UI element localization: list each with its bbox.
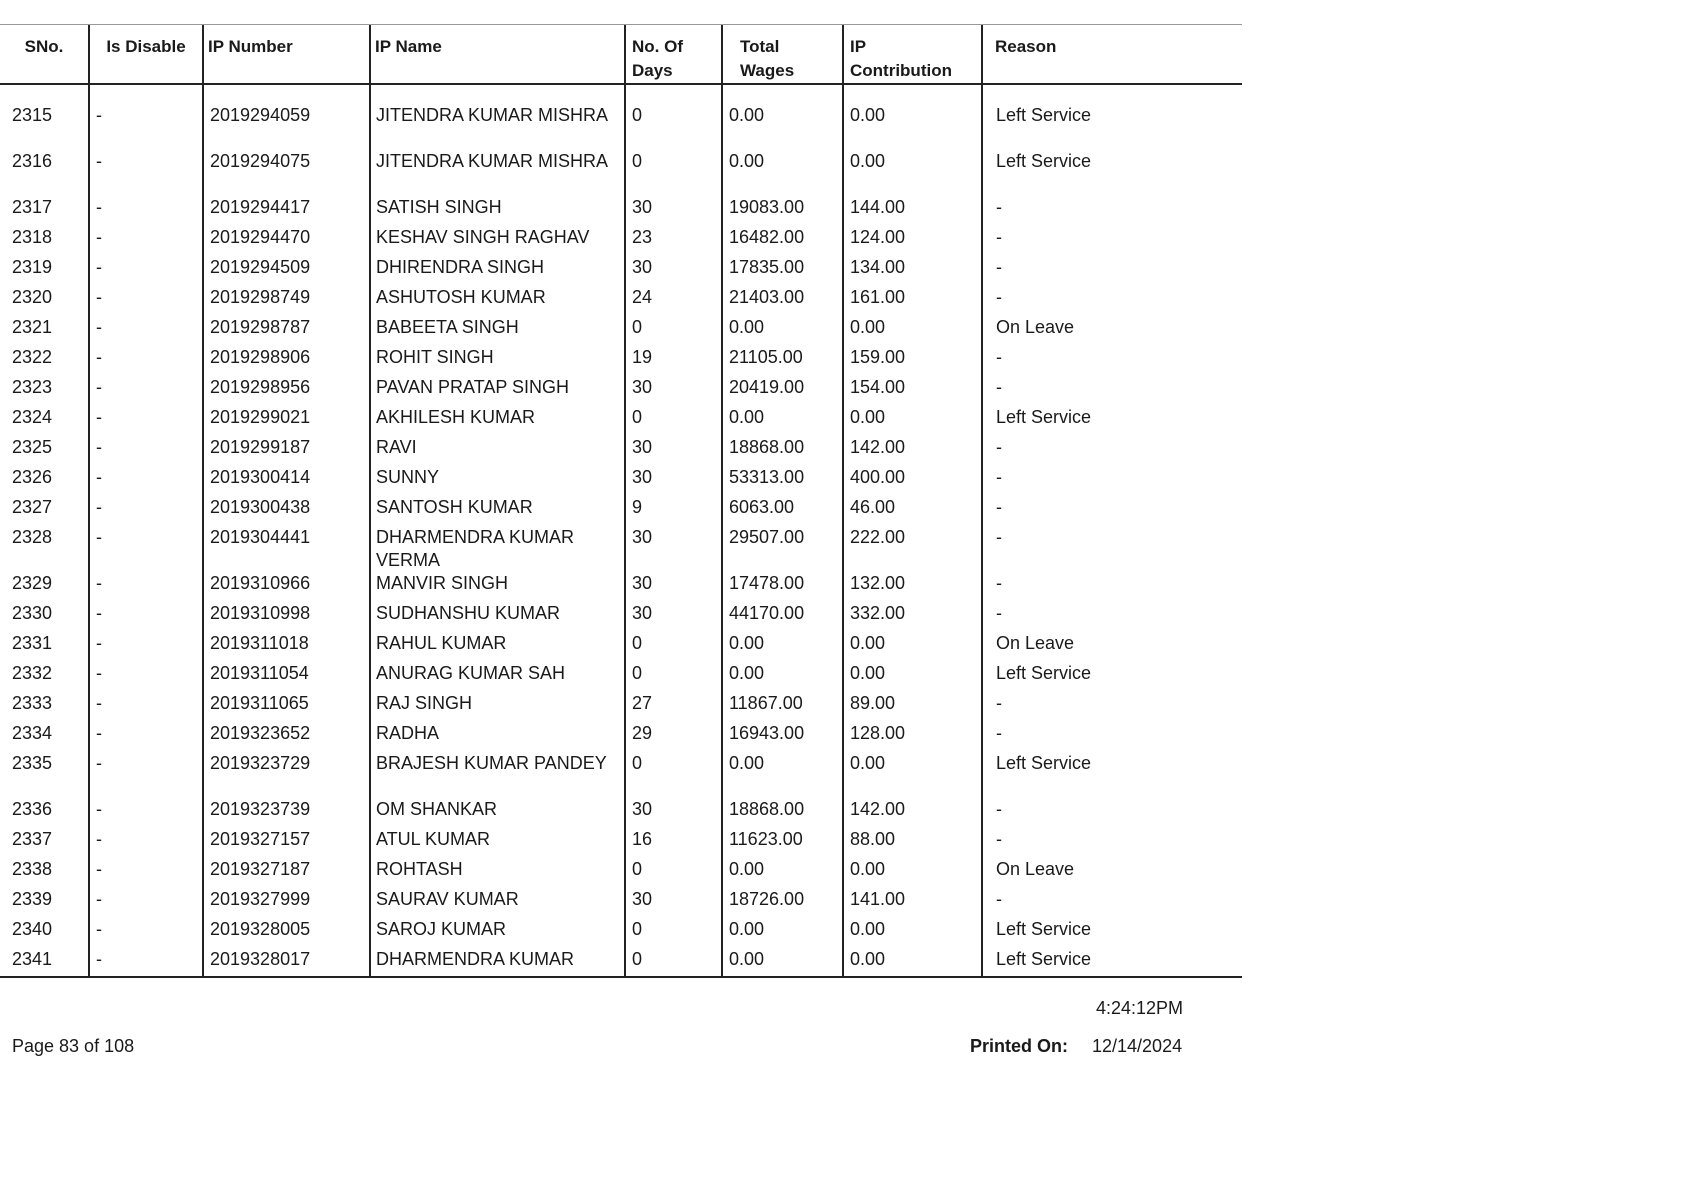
total-wages-cell: 0.00 (722, 104, 843, 150)
ip-name-cell: DHIRENDRA SINGH (370, 256, 625, 286)
sno-cell: 2334 (0, 722, 89, 752)
ip-contribution-cell: 141.00 (843, 888, 982, 918)
ip-name-cell: SUDHANSHU KUMAR (370, 602, 625, 632)
table-row (0, 722, 1242, 752)
is-disable-cell: - (89, 150, 203, 196)
total-wages-cell: 18868.00 (722, 436, 843, 466)
table-row (0, 196, 1242, 226)
total-wages-cell: 18868.00 (722, 798, 843, 828)
table-row (0, 316, 1242, 346)
days-cell: 0 (625, 406, 722, 436)
ip-number-cell: 2019294509 (203, 256, 370, 286)
table-row (0, 572, 1242, 602)
sno-cell: 2333 (0, 692, 89, 722)
total-wages-cell: 16943.00 (722, 722, 843, 752)
is-disable-cell: - (89, 798, 203, 828)
ip-contribution-cell: 161.00 (843, 286, 982, 316)
table-row (0, 226, 1242, 256)
ip-number-cell: 2019328005 (203, 918, 370, 948)
total-wages-cell: 18726.00 (722, 888, 843, 918)
table-row (0, 858, 1242, 888)
ip-contribution-cell: 132.00 (843, 572, 982, 602)
reason-cell: Left Service (996, 919, 1092, 939)
ip-number-cell: 2019298787 (203, 316, 370, 346)
is-disable-cell: - (89, 256, 203, 286)
ip-contribution-cell: 0.00 (843, 948, 982, 977)
sno-cell: 2340 (0, 918, 89, 948)
reason-cell: - (996, 227, 1002, 247)
total-wages-cell: 21403.00 (722, 286, 843, 316)
ip-contribution-cell: 0.00 (843, 316, 982, 346)
reason-cell: - (996, 573, 1002, 593)
ip-name-cell: BABEETA SINGH (370, 316, 625, 346)
ip-contribution-cell: 142.00 (843, 436, 982, 466)
total-wages-cell: 0.00 (722, 858, 843, 888)
reason-cell: Left Service (996, 105, 1092, 125)
table-row (0, 888, 1242, 918)
ip-name-cell: JITENDRA KUMAR MISHRA (370, 104, 625, 150)
reason-cell: Left Service (996, 151, 1092, 171)
ip-name-cell: SUNNY (370, 466, 625, 496)
reason-cell: - (996, 437, 1002, 457)
days-cell: 0 (625, 752, 722, 798)
ip-number-cell: 2019323729 (203, 752, 370, 798)
ip-contribution-cell: 0.00 (843, 150, 982, 196)
reason-cell: - (996, 287, 1002, 307)
is-disable-cell: - (89, 572, 203, 602)
print-date: 12/14/2024 (1092, 1036, 1183, 1056)
table-row (0, 256, 1242, 286)
ip-name-cell: MANVIR SINGH (370, 572, 625, 602)
ip-contribution-cell: 159.00 (843, 346, 982, 376)
table-row (0, 526, 1242, 572)
col-header-ip-number: IP Number (203, 24, 370, 84)
sno-cell: 2317 (0, 196, 89, 226)
is-disable-cell: - (89, 316, 203, 346)
days-cell: 30 (625, 526, 722, 572)
table-row (0, 948, 1242, 977)
ip-number-cell: 2019310966 (203, 572, 370, 602)
reason-cell: Left Service (996, 663, 1092, 683)
days-cell: 24 (625, 286, 722, 316)
ip-number-cell: 2019298906 (203, 346, 370, 376)
ip-name-cell: ROHIT SINGH (370, 346, 625, 376)
total-wages-cell: 20419.00 (722, 376, 843, 406)
table-row (0, 466, 1242, 496)
total-wages-cell: 0.00 (722, 662, 843, 692)
contribution-table (0, 24, 1242, 978)
ip-name-cell: JITENDRA KUMAR MISHRA (370, 150, 625, 196)
ip-number-cell: 2019323652 (203, 722, 370, 752)
total-wages-cell: 0.00 (722, 406, 843, 436)
is-disable-cell: - (89, 692, 203, 722)
is-disable-cell: - (89, 662, 203, 692)
is-disable-cell: - (89, 888, 203, 918)
reason-cell: - (996, 497, 1002, 517)
reason-cell: - (996, 829, 1002, 849)
reason-cell: Left Service (996, 753, 1092, 773)
sno-cell: 2338 (0, 858, 89, 888)
ip-name-cell: RAJ SINGH (370, 692, 625, 722)
ip-number-cell: 2019294075 (203, 150, 370, 196)
days-cell: 30 (625, 256, 722, 286)
total-wages-cell: 0.00 (722, 752, 843, 798)
ip-number-cell: 2019327187 (203, 858, 370, 888)
reason-cell: On Leave (996, 859, 1075, 879)
total-wages-cell: 17835.00 (722, 256, 843, 286)
is-disable-cell: - (89, 406, 203, 436)
col-header-sno: SNo. (0, 24, 89, 84)
reason-cell: - (996, 799, 1002, 819)
ip-name-cell: SANTOSH KUMAR (370, 496, 625, 526)
days-cell: 30 (625, 436, 722, 466)
reason-cell: - (996, 347, 1002, 367)
days-cell: 30 (625, 798, 722, 828)
report-table-container (0, 24, 1242, 978)
days-cell: 19 (625, 346, 722, 376)
sno-cell: 2325 (0, 436, 89, 466)
ip-name-cell: DHARMENDRA KUMAR (370, 948, 625, 977)
ip-number-cell: 2019300414 (203, 466, 370, 496)
reason-cell: Left Service (982, 948, 1242, 977)
is-disable-cell: - (89, 466, 203, 496)
is-disable-cell: - (89, 526, 203, 572)
table-row (0, 436, 1242, 466)
ip-contribution-cell: 0.00 (843, 858, 982, 888)
header-spacer-row (0, 84, 1242, 104)
days-cell: 30 (625, 572, 722, 602)
table-top-rule (0, 24, 1242, 25)
ip-number-cell: 2019327157 (203, 828, 370, 858)
ip-number-cell: 2019311065 (203, 692, 370, 722)
sno-cell: 2339 (0, 888, 89, 918)
table-row (0, 496, 1242, 526)
is-disable-cell: - (89, 752, 203, 798)
ip-contribution-cell: 0.00 (843, 104, 982, 150)
is-disable-cell: - (89, 496, 203, 526)
total-wages-cell: 53313.00 (722, 466, 843, 496)
sno-cell: 2318 (0, 226, 89, 256)
total-wages-cell: 0.00 (722, 948, 843, 977)
col-header-no-of-days: No. Of Days (625, 24, 722, 84)
sno-cell: 2341 (0, 948, 89, 977)
is-disable-cell: - (89, 602, 203, 632)
is-disable-cell: - (89, 104, 203, 150)
ip-contribution-cell: 0.00 (843, 406, 982, 436)
total-wages-cell: 16482.00 (722, 226, 843, 256)
ip-number-cell: 2019328017 (203, 948, 370, 977)
is-disable-cell: - (89, 346, 203, 376)
col-header-reason: Reason (982, 24, 1242, 84)
sno-cell: 2328 (0, 526, 89, 572)
ip-contribution-cell: 400.00 (843, 466, 982, 496)
table-row (0, 918, 1242, 948)
days-cell: 0 (625, 858, 722, 888)
ip-contribution-cell: 222.00 (843, 526, 982, 572)
ip-contribution-cell: 0.00 (843, 752, 982, 798)
total-wages-cell: 0.00 (722, 150, 843, 196)
ip-number-cell: 2019323739 (203, 798, 370, 828)
ip-name-cell: SATISH SINGH (370, 196, 625, 226)
days-cell: 29 (625, 722, 722, 752)
table-row (0, 104, 1242, 150)
ip-number-cell: 2019304441 (203, 526, 370, 572)
table-row (0, 150, 1242, 196)
table-row (0, 286, 1242, 316)
days-cell: 0 (625, 918, 722, 948)
days-cell: 0 (625, 104, 722, 150)
ip-name-cell: AKHILESH KUMAR (370, 406, 625, 436)
ip-contribution-cell: 332.00 (843, 602, 982, 632)
ip-contribution-cell: 144.00 (843, 196, 982, 226)
reason-cell: - (996, 889, 1002, 909)
reason-cell: On Leave (996, 633, 1075, 653)
sno-cell: 2320 (0, 286, 89, 316)
ip-name-cell: RAHUL KUMAR (370, 632, 625, 662)
table-row (0, 406, 1242, 436)
ip-contribution-cell: 124.00 (843, 226, 982, 256)
sno-cell: 2315 (0, 104, 89, 150)
sno-cell: 2331 (0, 632, 89, 662)
sno-cell: 2323 (0, 376, 89, 406)
days-cell: 30 (625, 196, 722, 226)
print-time: 4:24:12PM (1096, 998, 1184, 1018)
total-wages-cell: 11867.00 (722, 692, 843, 722)
ip-number-cell: 2019294470 (203, 226, 370, 256)
ip-name-cell: SAURAV KUMAR (370, 888, 625, 918)
ip-number-cell: 2019327999 (203, 888, 370, 918)
col-header-ip-contribution: IP Contribution (843, 24, 982, 84)
total-wages-cell: 19083.00 (722, 196, 843, 226)
reason-cell: - (996, 693, 1002, 713)
is-disable-cell: - (89, 858, 203, 888)
ip-name-cell: DHARMENDRA KUMAR VERMA (370, 526, 625, 572)
col-header-ip-name: IP Name (370, 24, 625, 84)
table-row (0, 602, 1242, 632)
ip-number-cell: 2019311018 (203, 632, 370, 662)
is-disable-cell: - (89, 918, 203, 948)
total-wages-cell: 21105.00 (722, 346, 843, 376)
total-wages-cell: 44170.00 (722, 602, 843, 632)
is-disable-cell: - (89, 632, 203, 662)
reason-cell: - (996, 527, 1002, 547)
sno-cell: 2330 (0, 602, 89, 632)
is-disable-cell: - (89, 722, 203, 752)
total-wages-cell: 0.00 (722, 918, 843, 948)
ip-name-cell: ATUL KUMAR (370, 828, 625, 858)
ip-contribution-cell: 89.00 (843, 692, 982, 722)
is-disable-cell: - (89, 286, 203, 316)
sno-cell: 2336 (0, 798, 89, 828)
reason-cell: - (996, 603, 1002, 623)
ip-contribution-cell: 88.00 (843, 828, 982, 858)
is-disable-cell: - (89, 436, 203, 466)
is-disable-cell: - (89, 226, 203, 256)
ip-number-cell: 2019300438 (203, 496, 370, 526)
ip-name-cell: OM SHANKAR (370, 798, 625, 828)
days-cell: 23 (625, 226, 722, 256)
days-cell: 9 (625, 496, 722, 526)
is-disable-cell: - (89, 828, 203, 858)
ip-contribution-cell: 134.00 (843, 256, 982, 286)
reason-cell: - (996, 257, 1002, 277)
ip-name-cell: RAVI (370, 436, 625, 466)
ip-number-cell: 2019294059 (203, 104, 370, 150)
reason-cell: On Leave (996, 317, 1075, 337)
table-row (0, 798, 1242, 828)
ip-number-cell: 2019299187 (203, 436, 370, 466)
ip-name-cell: ROHTASH (370, 858, 625, 888)
ip-contribution-cell: 128.00 (843, 722, 982, 752)
ip-number-cell: 2019294417 (203, 196, 370, 226)
total-wages-cell: 0.00 (722, 316, 843, 346)
sno-cell: 2322 (0, 346, 89, 376)
sno-cell: 2316 (0, 150, 89, 196)
sno-cell: 2335 (0, 752, 89, 798)
ip-contribution-cell: 0.00 (843, 662, 982, 692)
col-header-is-disable: Is Disable (89, 24, 203, 84)
ip-contribution-cell: 0.00 (843, 918, 982, 948)
days-cell: 27 (625, 692, 722, 722)
is-disable-cell: - (89, 376, 203, 406)
page-number: Page 83 of 108 (12, 1036, 135, 1056)
table-row (0, 346, 1242, 376)
ip-number-cell: 2019298749 (203, 286, 370, 316)
printed-on-label: Printed On: (970, 1036, 1068, 1056)
ip-name-cell: RADHA (370, 722, 625, 752)
sno-cell: 2319 (0, 256, 89, 286)
sno-cell: 2329 (0, 572, 89, 602)
days-cell: 16 (625, 828, 722, 858)
sno-cell: 2326 (0, 466, 89, 496)
days-cell: 0 (625, 662, 722, 692)
reason-cell: - (996, 197, 1002, 217)
ip-number-cell: 2019298956 (203, 376, 370, 406)
total-wages-cell: 0.00 (722, 632, 843, 662)
total-wages-cell: 6063.00 (722, 496, 843, 526)
ip-contribution-cell: 154.00 (843, 376, 982, 406)
table-row (0, 662, 1242, 692)
ip-name-cell: ASHUTOSH KUMAR (370, 286, 625, 316)
reason-cell: - (996, 467, 1002, 487)
total-wages-cell: 17478.00 (722, 572, 843, 602)
days-cell: 0 (625, 316, 722, 346)
ip-contribution-cell: 46.00 (843, 496, 982, 526)
days-cell: 0 (625, 632, 722, 662)
ip-contribution-cell: 0.00 (843, 632, 982, 662)
ip-number-cell: 2019310998 (203, 602, 370, 632)
sno-cell: 2324 (0, 406, 89, 436)
ip-name-cell: ANURAG KUMAR SAH (370, 662, 625, 692)
total-wages-cell: 29507.00 (722, 526, 843, 572)
days-cell: 30 (625, 888, 722, 918)
col-header-total-wages: Total Wages (722, 24, 843, 84)
ip-number-cell: 2019299021 (203, 406, 370, 436)
sno-cell: 2327 (0, 496, 89, 526)
ip-number-cell: 2019311054 (203, 662, 370, 692)
ip-name-cell: PAVAN PRATAP SINGH (370, 376, 625, 406)
table-row (0, 692, 1242, 722)
header-row (0, 24, 1242, 84)
ip-name-cell: SAROJ KUMAR (370, 918, 625, 948)
reason-cell: Left Service (996, 407, 1092, 427)
days-cell: 30 (625, 376, 722, 406)
ip-contribution-cell: 142.00 (843, 798, 982, 828)
days-cell: 0 (625, 948, 722, 977)
ip-name-cell: KESHAV SINGH RAGHAV (370, 226, 625, 256)
days-cell: 30 (625, 602, 722, 632)
table-row (0, 632, 1242, 662)
is-disable-cell: - (89, 196, 203, 226)
sno-cell: 2321 (0, 316, 89, 346)
reason-cell: - (996, 723, 1002, 743)
days-cell: 0 (625, 150, 722, 196)
is-disable-cell: - (89, 948, 203, 977)
table-row (0, 828, 1242, 858)
sno-cell: 2332 (0, 662, 89, 692)
total-wages-cell: 11623.00 (722, 828, 843, 858)
ip-name-cell: BRAJESH KUMAR PANDEY (370, 752, 625, 798)
reason-cell: - (996, 377, 1002, 397)
table-row (0, 752, 1242, 798)
table-row (0, 376, 1242, 406)
sno-cell: 2337 (0, 828, 89, 858)
days-cell: 30 (625, 466, 722, 496)
